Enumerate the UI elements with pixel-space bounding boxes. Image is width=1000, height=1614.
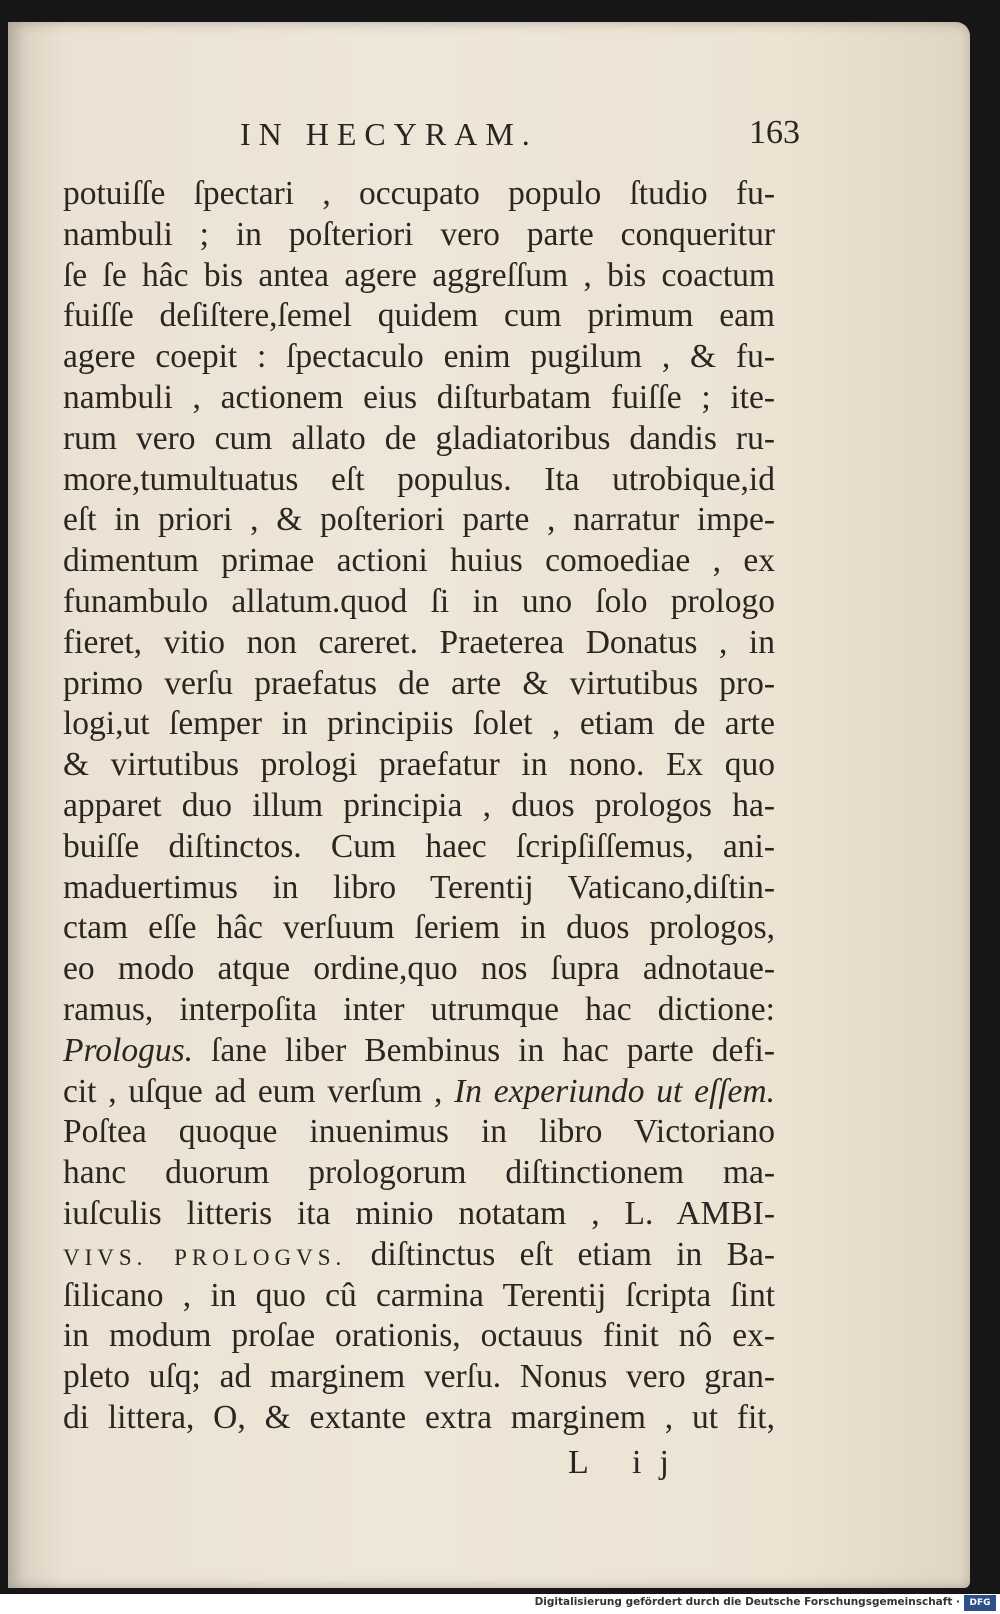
text-segment: cit , uſque ad eum verſum , — [63, 1072, 455, 1110]
text-line: primo verſu praefatus de arte & virtutibus pro- — [63, 664, 775, 702]
text-line: di littera, O, & extante extra marginem , ut fit, — [63, 1398, 775, 1436]
text-line: Poſtea quoque inuenimus in libro Victoriano — [63, 1113, 775, 1151]
text-line-mixed — [63, 1072, 775, 1113]
book-page — [8, 22, 970, 1588]
text-line: buiſſe diſtinctos. Cum haec ſcripſiſſemus, ani- — [63, 827, 775, 865]
text-line: ramus, interpoſita inter utrumque hac dictione: — [63, 990, 775, 1028]
text-line: potuiſſe ſpectari , occupato populo ſtudio fu- — [63, 175, 775, 212]
running-title: IN HECYRAM. — [240, 116, 538, 152]
text-line: ctam eſſe hâc verſuum ſeriem in duos prologos, — [63, 909, 775, 947]
text-line: fuiſſe deſiſtere,ſemel quidem cum primum eam — [63, 297, 775, 335]
italic-quotation: In experiundo ut eſſem. — [454, 1072, 775, 1110]
italic-word: Prologus. — [63, 1031, 193, 1069]
text-line: hanc duorum prologorum diſtinctionem ma- — [63, 1154, 775, 1192]
text-line: rum vero cum allato de gladiatoribus dandis ru- — [63, 419, 775, 457]
text-line-mixed — [63, 1031, 775, 1072]
text-line-mixed — [63, 1235, 775, 1276]
text-segment: diſtinctus eſt etiam in Ba- — [346, 1235, 775, 1273]
text-line: maduertimus in libro Terentij Vaticano,diſtin- — [63, 868, 775, 906]
text-line: agere coepit : ſpectaculo enim pugilum , & fu- — [63, 338, 775, 376]
text-line: iuſculis litteris ita minio notatam , L. AMBI- — [63, 1194, 775, 1232]
text-line: apparet duo illum principia , duos prologos ha- — [63, 786, 775, 824]
dfg-logo-icon: DFG — [964, 1595, 996, 1611]
text-line: logi,ut ſemper in principiis ſolet , etiam de arte — [63, 705, 775, 743]
small-caps-rubric: VIVS. PROLOGVS. — [63, 1244, 347, 1270]
running-head — [8, 114, 970, 154]
funding-credit: Digitalisierung gefördert durch die Deutsche Forschungsgemeinschaft · — [534, 1596, 960, 1608]
text-line: in modum proſae orationis, octauus finit nô ex- — [63, 1317, 775, 1355]
text-line: & virtutibus prologi praefatur in nono. Ex quo — [63, 746, 775, 784]
footer-strip — [0, 1594, 1000, 1614]
text-line: funambulo allatum.quod ſi in uno ſolo prologo — [63, 582, 775, 620]
text-line: ſilicano , in quo cû carmina Terentij ſcripta ſint — [63, 1276, 775, 1314]
text-line: nambuli ; in poſteriori vero parte conqueritur — [63, 215, 775, 253]
text-block — [63, 174, 775, 1439]
signature-mark: L ij — [568, 1444, 687, 1481]
page-number: 163 — [749, 114, 800, 151]
text-line: fieret, vitio non careret. Praeterea Donatus , in — [63, 623, 775, 661]
text-line: more,tumultuatus eſt populus. Ita utrobique,id — [63, 460, 775, 498]
text-segment: ſane liber Bembinus in hac parte defi- — [192, 1031, 775, 1069]
text-line: ſe ſe hâc bis antea agere aggreſſum , bis coactum — [63, 256, 775, 294]
text-line: nambuli , actionem eius diſturbatam fuiſſe ; ite- — [63, 378, 775, 416]
text-line: eo modo atque ordine,quo nos ſupra adnotaue- — [63, 950, 775, 988]
text-line: pleto uſq; ad marginem verſu. Nonus vero gran- — [63, 1358, 775, 1396]
text-line: dimentum primae actioni huius comoediae , ex — [63, 542, 775, 580]
text-line: eſt in priori , & poſteriori parte , narratur impe- — [63, 501, 775, 539]
